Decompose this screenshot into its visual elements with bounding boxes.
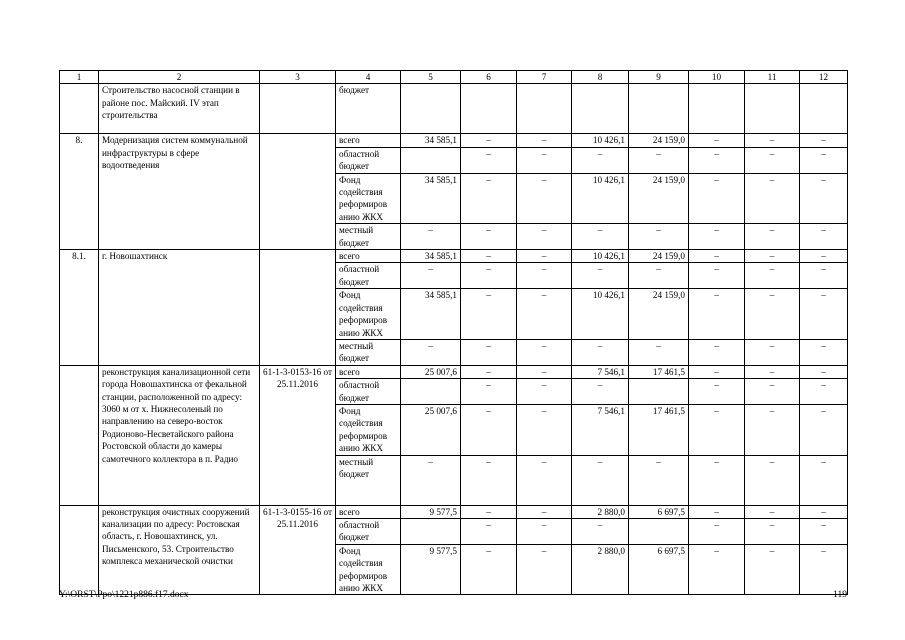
table-row: 8.1. г. Новошахтинск всего 34 585,1 – – 10 426,1 24 159,0 – – – <box>60 250 848 263</box>
funding-source: областной бюджет <box>336 379 401 405</box>
funding-source: бюджет <box>336 84 401 134</box>
col-header: 12 <box>800 71 848 84</box>
table-row: местный бюджет – – – – – – – – <box>60 224 848 250</box>
object-name: реконструкция канализационной сети города Новошахтинска от фекальной станции, расположенной по адресу: 3060 м от х. Нижнесоленый по направлению на северо-восток Родионово-Несветайского района Ростовской области до камеры самотечного коллектора в п. Радио <box>99 365 260 505</box>
table-row: 8. Модернизация систем коммунальной инфраструктуры в сфере водоотведения всего 34 585,1 – – 10 426,1 24 159,0 – – – <box>60 134 848 147</box>
file-path: Y:\ORST\Ppo\1221p886.f17.docx <box>59 590 189 600</box>
funding-source: Фонд содействия реформиров анию ЖКХ <box>336 173 401 224</box>
funding-source: всего <box>336 505 401 518</box>
value-col8: 10 426,1 <box>572 134 629 147</box>
row-number: 8.1. <box>60 250 99 366</box>
section-name: Модернизация систем коммунальной инфраструктуры в сфере водоотведения <box>99 134 260 250</box>
funding-source: местный бюджет <box>336 339 401 365</box>
col-header: 4 <box>336 71 401 84</box>
table-row: Фонд содействия реформиров анию ЖКХ 34 585,1 – – 10 426,1 24 159,0 – – – <box>60 173 848 224</box>
table-row: областной бюджет – – – – – – – <box>60 147 848 173</box>
header-row <box>60 71 848 84</box>
table-row: Фонд содействия реформиров анию ЖКХ 25 007,6 – – 7 546,1 17 461,5 – – – <box>60 404 848 455</box>
permit-code: 61-1-3-0153-16 от 25.11.2016 <box>260 365 336 505</box>
value-total: 34 585,1 <box>401 134 461 147</box>
col-header: 6 <box>461 71 517 84</box>
col-header: 1 <box>60 71 99 84</box>
row-number: 8. <box>60 134 99 250</box>
table-row: Фонд содействия реформиров анию ЖКХ 34 585,1 – – 10 426,1 24 159,0 – – – <box>60 289 848 340</box>
col-header: 5 <box>401 71 461 84</box>
value-col9: 24 159,0 <box>629 134 689 147</box>
col-header: 7 <box>517 71 572 84</box>
budget-table <box>59 70 848 595</box>
funding-source: местный бюджет <box>336 224 401 250</box>
object-name: реконструкция очистных сооружений канализации по адресу: Ростовская область, г. Новошахтинск, ул. Письменского, 53. Строительство комплекса механической очистки <box>99 505 260 595</box>
funding-source: Фонд содействия реформиров анию ЖКХ <box>336 289 401 340</box>
col-header: 8 <box>572 71 629 84</box>
table-row: местный бюджет – – – – – – – – <box>60 339 848 365</box>
table-row: областной бюджет – – – – – – <box>60 379 848 405</box>
table-row: реконструкция очистных сооружений канализации по адресу: Ростовская область, г. Новошахтинск, ул. Письменского, 53. Строительство комплекса механической очистки 61-1-3-0155-16 от 25.11.2016 всего 9 577,5 – – 2 880,0 6 697,5 – – – <box>60 505 848 518</box>
funding-source: всего <box>336 365 401 378</box>
table-row: реконструкция канализационной сети города Новошахтинска от фекальной станции, расположенной по адресу: 3060 м от х. Нижнесоленый по направлению на северо-восток Родионово-Несветайского района Ростовской области до камеры самотечного коллектора в п. Радио 61-1-3-0153-16 от 25.11.2016 всего 25 007,6 – – 7 546,1 17 461,5 – – – <box>60 365 848 378</box>
funding-source: всего <box>336 134 401 147</box>
funding-source: Фонд содействия реформиров анию ЖКХ <box>336 544 401 595</box>
funding-source: Фонд содействия реформиров анию ЖКХ <box>336 404 401 455</box>
table-row <box>60 84 848 134</box>
table-row: областной бюджет – – – – – – <box>60 518 848 544</box>
permit-code: 61-1-3-0155-16 от 25.11.2016 <box>260 505 336 595</box>
funding-source: областной бюджет <box>336 147 401 173</box>
col-header: 2 <box>99 71 260 84</box>
page-number: 119 <box>833 590 847 600</box>
col-header: 11 <box>745 71 800 84</box>
table-row: областной бюджет – – – – – – – – <box>60 263 848 289</box>
funding-source: областной бюджет <box>336 518 401 544</box>
funding-source: всего <box>336 250 401 263</box>
col-header: 10 <box>689 71 745 84</box>
funding-source: местный бюджет <box>336 455 401 505</box>
section-name: г. Новошахтинск <box>99 250 260 366</box>
table-row: Фонд содействия реформиров анию ЖКХ 9 577,5 – – 2 880,0 6 697,5 – – – <box>60 544 848 595</box>
table-row: местный бюджет – – – – – – – – <box>60 455 848 505</box>
funding-source: областной бюджет <box>336 263 401 289</box>
col-header: 9 <box>629 71 689 84</box>
object-name: Строительство насосной станции в районе пос. Майский. IV этап строительства <box>99 84 260 134</box>
col-header: 3 <box>260 71 336 84</box>
